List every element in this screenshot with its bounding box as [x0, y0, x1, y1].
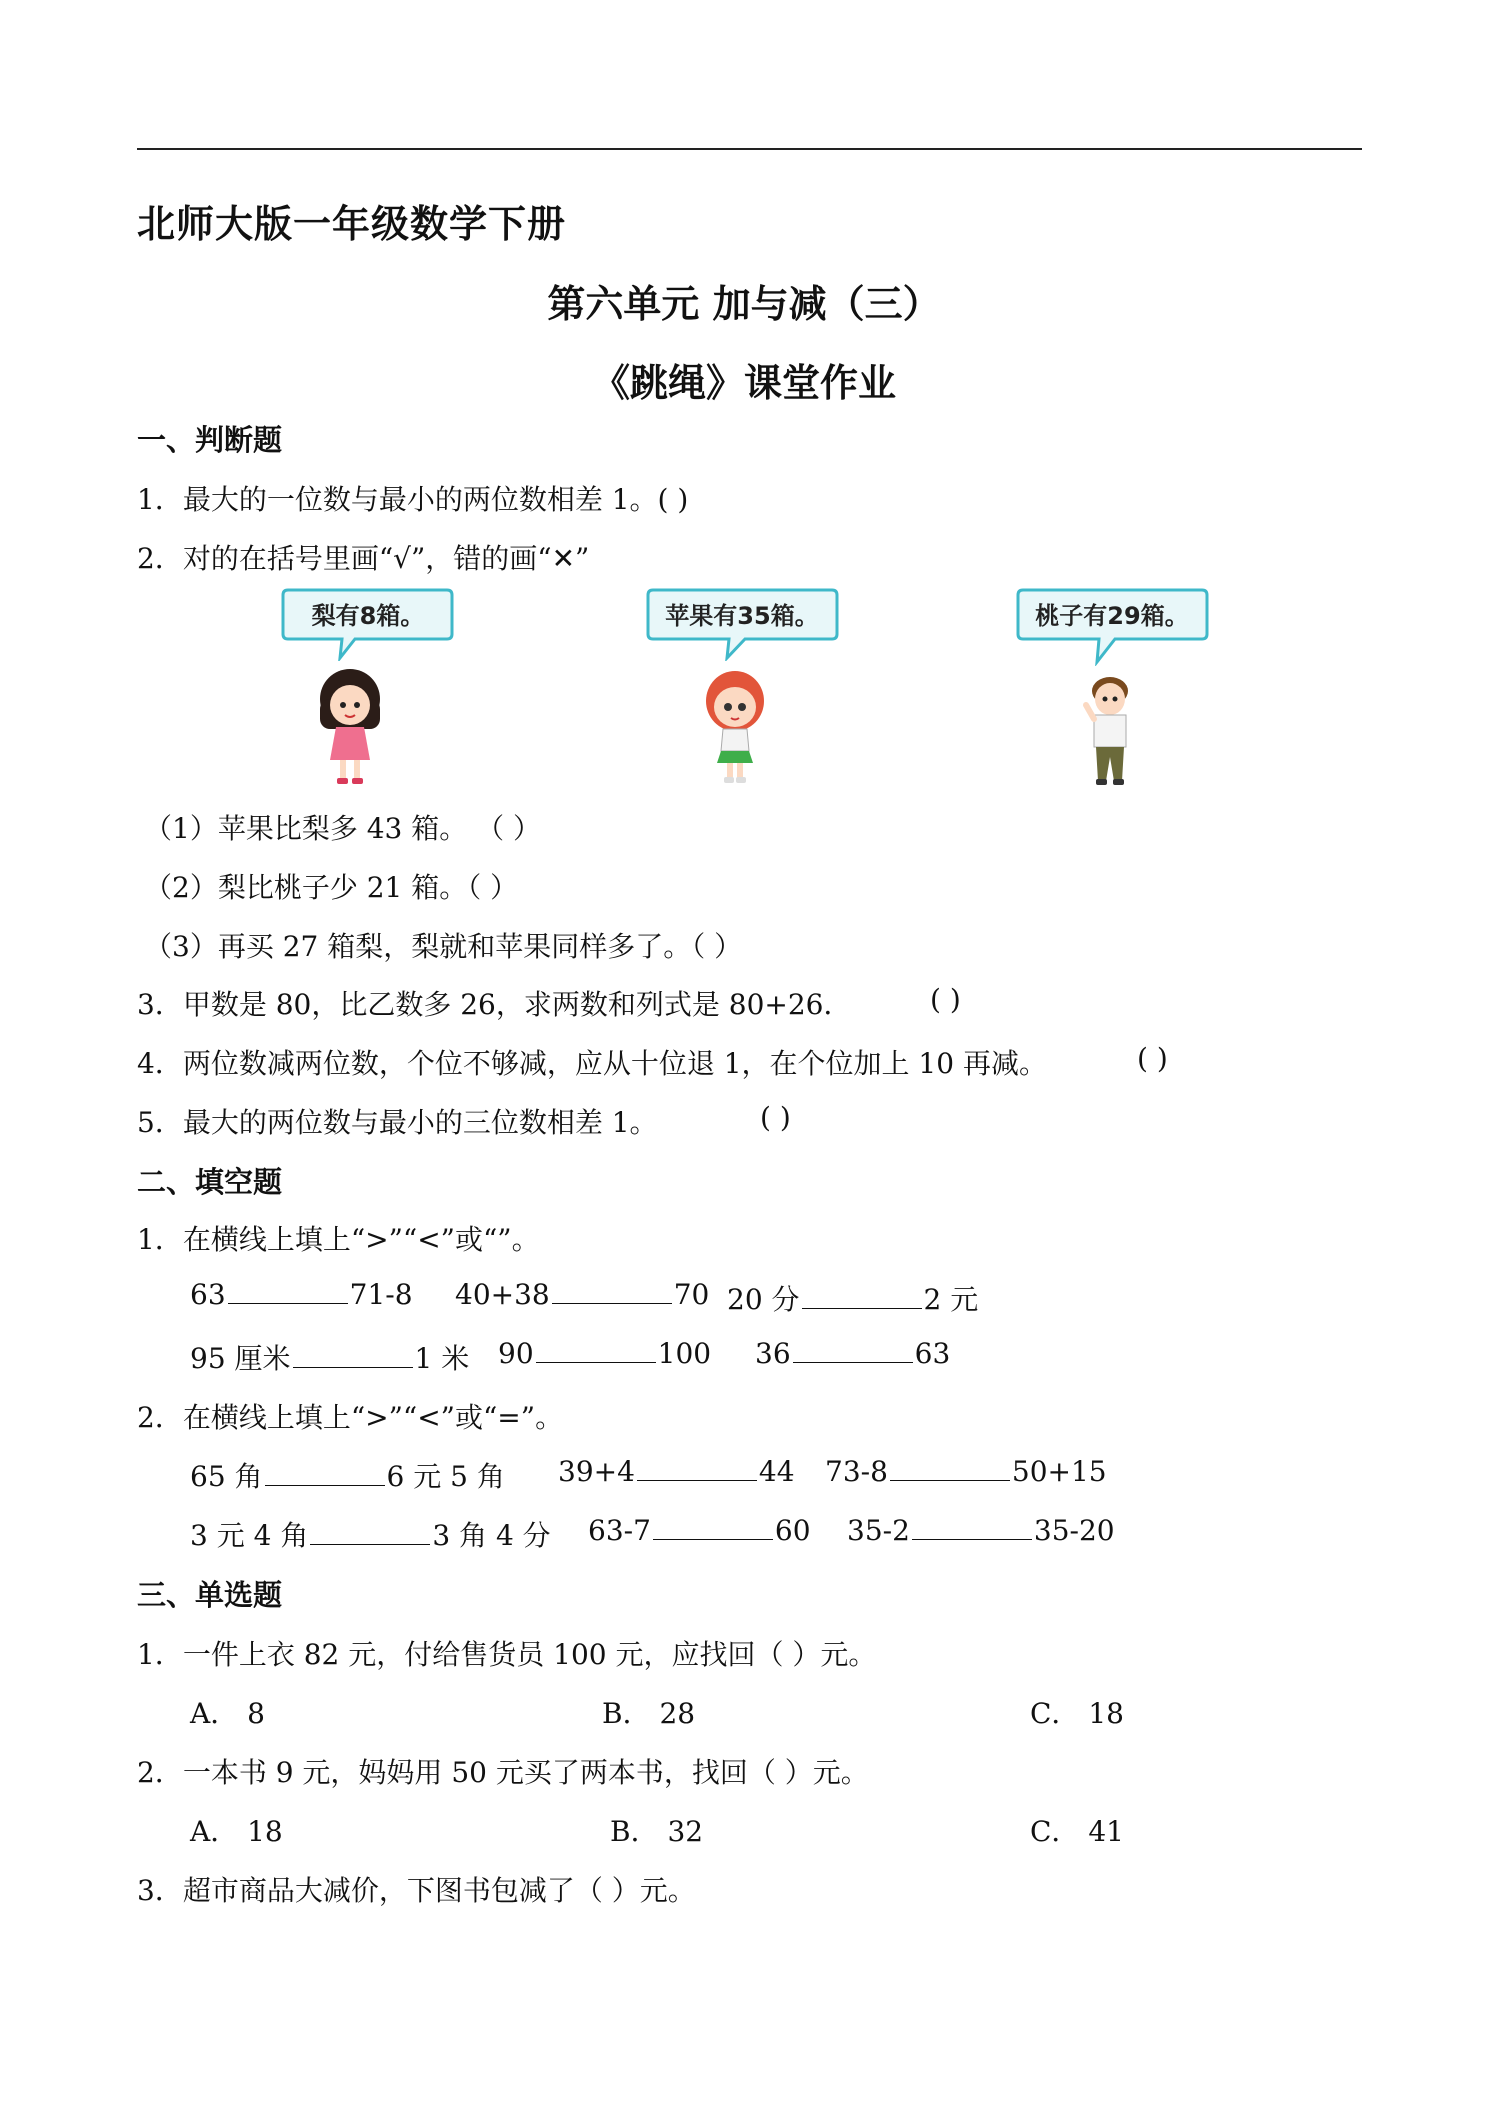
- answer-blank[interactable]: [228, 1279, 348, 1304]
- fill-q2-item-1: 65 角 6 元 5 角: [190, 1460, 505, 1493]
- lesson-title: 《跳绳》课堂作业: [591, 361, 896, 405]
- judgement-q5: 5．最大的两位数与最小的三位数相差 1。: [137, 1106, 658, 1139]
- fill-q2-item-4: 3 元 4 角 3 角 4 分: [190, 1519, 551, 1552]
- choice-q2-option-b[interactable]: B． 32: [610, 1815, 704, 1848]
- bubble-text-peach: 桃子有29箱。: [1035, 602, 1189, 630]
- document-title: 北师大版一年级数学下册: [137, 202, 567, 246]
- header-rule: [137, 148, 1362, 150]
- judgement-q4-paren: ( ): [1137, 1042, 1168, 1075]
- choice-q1: 1．一件上衣 82 元，付给售货员 100 元，应找回（ ）元。: [137, 1638, 877, 1671]
- bubble-text-pear: 梨有8箱。: [311, 602, 425, 630]
- judgement-q2-sub3: （3）再买 27 箱梨，梨就和苹果同样多了。（ ）: [144, 930, 743, 963]
- fill-q1-item-1: 63 71-8: [190, 1278, 413, 1311]
- answer-blank[interactable]: [793, 1338, 913, 1363]
- choice-q1-option-a[interactable]: A． 8: [190, 1697, 265, 1730]
- fill-q1: 1．在横线上填上“>”“<”或“”。: [137, 1223, 540, 1256]
- choice-q2-option-c[interactable]: C． 41: [1030, 1815, 1124, 1848]
- judgement-q5-paren: ( ): [760, 1101, 791, 1134]
- fill-q2: 2．在横线上填上“>”“<”或“=”。: [137, 1401, 564, 1434]
- answer-blank[interactable]: [293, 1343, 413, 1368]
- fill-q2-item-5: 63-7 60: [588, 1514, 811, 1547]
- judgement-q2-sub1: （1）苹果比梨多 43 箱。 （ ）: [144, 812, 542, 845]
- fill-q2-item-3: 73-8 50+15: [825, 1455, 1107, 1488]
- speech-bubble-peach: [1015, 586, 1210, 666]
- answer-blank[interactable]: [802, 1284, 922, 1309]
- choice-q2-option-a[interactable]: A． 18: [190, 1815, 283, 1848]
- answer-blank[interactable]: [637, 1456, 757, 1481]
- fill-q1-item-5: 90 100: [498, 1337, 712, 1370]
- judgement-q3: 3．甲数是 80，比乙数多 26，求两数和列式是 80+26．: [137, 988, 852, 1021]
- speech-bubble-apple: [645, 586, 840, 661]
- fill-q1-item-4: 95 厘米 1 米: [190, 1342, 470, 1375]
- judgement-q2-sub2: （2）梨比桃子少 21 箱。（ ）: [144, 871, 519, 904]
- choice-q2: 2．一本书 9 元，妈妈用 50 元买了两本书，找回（ ）元。: [137, 1756, 869, 1789]
- girl-figure-icon: [310, 665, 390, 790]
- unit-title: 第六单元 加与减（三）: [547, 282, 941, 326]
- answer-blank[interactable]: [653, 1515, 773, 1540]
- fill-q2-item-2: 39+4 44: [558, 1455, 795, 1488]
- fill-q2-item-6: 35-2 35-20: [847, 1514, 1115, 1547]
- judgement-q1: 1．最大的一位数与最小的两位数相差 1。( ): [137, 483, 689, 516]
- answer-blank[interactable]: [912, 1515, 1032, 1540]
- fill-q1-item-3: 20 分 2 元: [727, 1283, 979, 1316]
- section-heading-judgement: 一、判断题: [137, 423, 283, 457]
- fill-q1-item-6: 36 63: [755, 1337, 951, 1370]
- boy-figure-icon: [1070, 665, 1150, 790]
- answer-blank[interactable]: [265, 1461, 385, 1486]
- judgement-q2: 2．对的在括号里画“√”，错的画“✕”: [137, 542, 590, 575]
- section-heading-fill-blank: 二、填空题: [137, 1165, 283, 1199]
- judgement-q4: 4．两位数减两位数，个位不够减，应从十位退 1，在个位加上 10 再减。: [137, 1047, 1047, 1080]
- girl-red-hair-figure-icon: [695, 665, 775, 790]
- answer-blank[interactable]: [310, 1520, 430, 1545]
- choice-q1-option-b[interactable]: B． 28: [602, 1697, 696, 1730]
- speech-bubble-pear: [280, 586, 455, 661]
- judgement-q3-paren: ( ): [930, 983, 961, 1016]
- fill-q1-item-2: 40+38 70: [455, 1278, 710, 1311]
- choice-q3: 3．超市商品大减价，下图书包减了（ ）元。: [137, 1874, 696, 1907]
- answer-blank[interactable]: [536, 1338, 656, 1363]
- bubble-text-apple: 苹果有35箱。: [665, 602, 819, 630]
- choice-q1-option-c[interactable]: C． 18: [1030, 1697, 1124, 1730]
- section-heading-single-choice: 三、单选题: [137, 1578, 283, 1612]
- answer-blank[interactable]: [890, 1456, 1010, 1481]
- answer-blank[interactable]: [552, 1279, 672, 1304]
